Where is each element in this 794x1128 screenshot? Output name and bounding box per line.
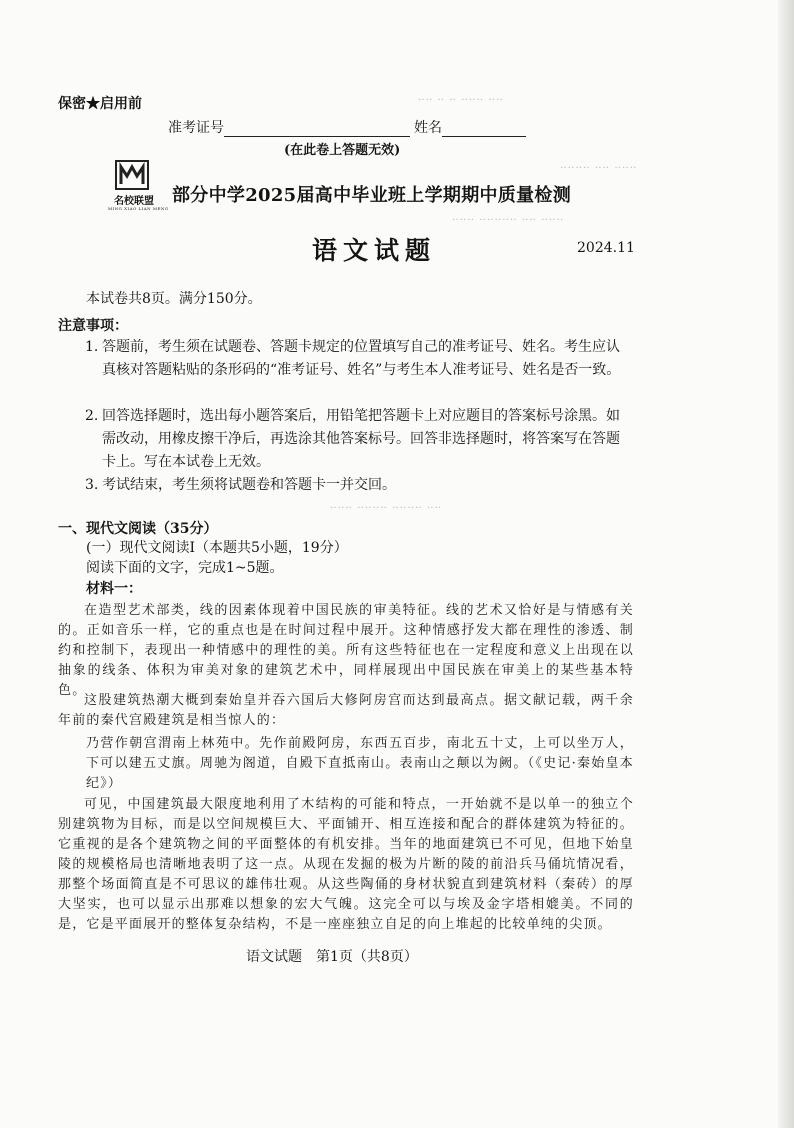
note-text: 答题前，考生须在试题卷、答题卡规定的位置填写自己的准考证号、姓名。考生应认真核对答题粘贴的条形码的“准考证号、姓名”与考生本人准考证号、姓名是否一致。 bbox=[102, 339, 621, 378]
page-footer: 语文试题 第1页（共8页） bbox=[246, 949, 418, 965]
note-item bbox=[85, 474, 633, 497]
bleed-through-text: ‥‥ ‥ ‥ ‥‥‥ ‥‥ bbox=[418, 92, 504, 103]
note-text: 考试结束，考生须将试题卷和答题卡一并交回。 bbox=[102, 477, 396, 493]
exam-title: 部分中学2025届高中毕业班上学期期中质量检测 bbox=[172, 185, 571, 206]
confidential-mark: 保密★启用前 bbox=[58, 96, 142, 112]
note-item bbox=[85, 336, 633, 382]
note-text: 回答选择题时，选出每小题答案后，用铅笔把答题卡上对应题目的答案标号涂黑。如需改动，用橡皮擦干净后，再选涂其他答案标号。回答非选择题时，将答案写在答题卡上。写在本试卷上无效。 bbox=[102, 408, 620, 470]
answer-notice: (在此卷上答题无效) bbox=[284, 143, 401, 158]
logo-emblem-icon bbox=[115, 160, 149, 190]
candidate-info-row bbox=[168, 117, 526, 137]
passage-quote: 乃营作朝宫渭南上林苑中。先作前殿阿房，东西五百步，南北五十丈，上可以坐万人，下可以建五丈旗。周驰为阁道，自殿下直抵南山。表南山之颠以为阙。（《史记·秦始皇本纪》） bbox=[86, 736, 634, 791]
school-alliance-logo bbox=[108, 160, 169, 216]
passage-paragraph: 可见，中国建筑最大限度地利用了木结构的可能和特点，一开始就不是以单一的独立个别建筑物为目标，而是以空间规模巨大、平面铺开、相互连接和配合的群体建筑为特征的。它重视的是各个建筑物之间的平面整体的有机安排。当年的地面建筑已不可见，但地下始皇陵的规模格局也清晰地表明了这一点。从现在发掘的极为片断的陵的前沿兵马俑坑情况看，那整个场面简直是不可思议的雄伟壮观。从这些陶俑的身材状貌直到建筑材料（秦砖）的厚大坚实，也可以显示出那难以想象的宏大气魄。这完全可以与埃及金字塔相媲美。不同的是，它是平面展开的整体复杂结构，不是一座座独立自足的向上堆起的比较单纯的尖顶。 bbox=[58, 797, 634, 932]
bleed-through-text: ‥‥‥‥ ‥‥ ‥‥‥ bbox=[560, 160, 638, 171]
note-number: 2. bbox=[85, 408, 99, 424]
logo-pinyin: MING XIAO LIAN MENG bbox=[108, 206, 169, 211]
reading-instruction: 阅读下面的文字，完成1~5题。 bbox=[86, 560, 284, 576]
material-label: 材料一： bbox=[86, 581, 142, 597]
subject-title: 语文试题 bbox=[312, 236, 437, 265]
note-number: 3. bbox=[85, 477, 99, 493]
note-item bbox=[85, 405, 633, 474]
logo-name: 名校联盟 bbox=[114, 196, 154, 207]
bleed-through-text: ‥‥‥ ‥‥‥‥ ‥‥‥‥ ‥‥ bbox=[330, 500, 443, 511]
bleed-through-text: ‥‥‥ ‥‥‥‥‥ ‥‥ ‥‥‥ bbox=[452, 212, 565, 223]
exam-id-blank[interactable] bbox=[224, 122, 410, 137]
exam-date: 2024.11 bbox=[577, 240, 635, 256]
subsection-heading: (一）现代文阅读Ⅰ（本题共5小题，19分） bbox=[86, 540, 348, 556]
notes-heading: 注意事项： bbox=[58, 318, 128, 334]
page-edge-shadow bbox=[778, 0, 794, 1128]
passage-paragraph: 这股建筑热潮大概到秦始皇并吞六国后大修阿房宫而达到最高点。据文献记载，两千余年前的秦代宫殿建筑是相当惊人的： bbox=[58, 693, 634, 728]
name-label: 姓名 bbox=[414, 120, 442, 136]
exam-info: 本试卷共8页。满分150分。 bbox=[86, 291, 262, 307]
exam-id-label: 准考证号 bbox=[168, 120, 224, 136]
section-heading: 一、现代文阅读（35分） bbox=[58, 521, 218, 537]
name-blank[interactable] bbox=[442, 122, 526, 137]
note-number: 1. bbox=[85, 339, 99, 355]
passage-paragraph: 在造型艺术部类，线的因素体现着中国民族的审美特征。线的艺术又恰好是与情感有关的。正如音乐一样，它的重点也是在时间过程中展开。这种情感抒发大都在理性的渗透、制约和控制下，表现出一种情感中的理性的美。所有这些特征也在一定程度和意义上出现在以抽象的线条、体积为审美对象的建筑艺术中，同样展现出中国民族在审美上的某些基本特色。 bbox=[58, 603, 634, 698]
